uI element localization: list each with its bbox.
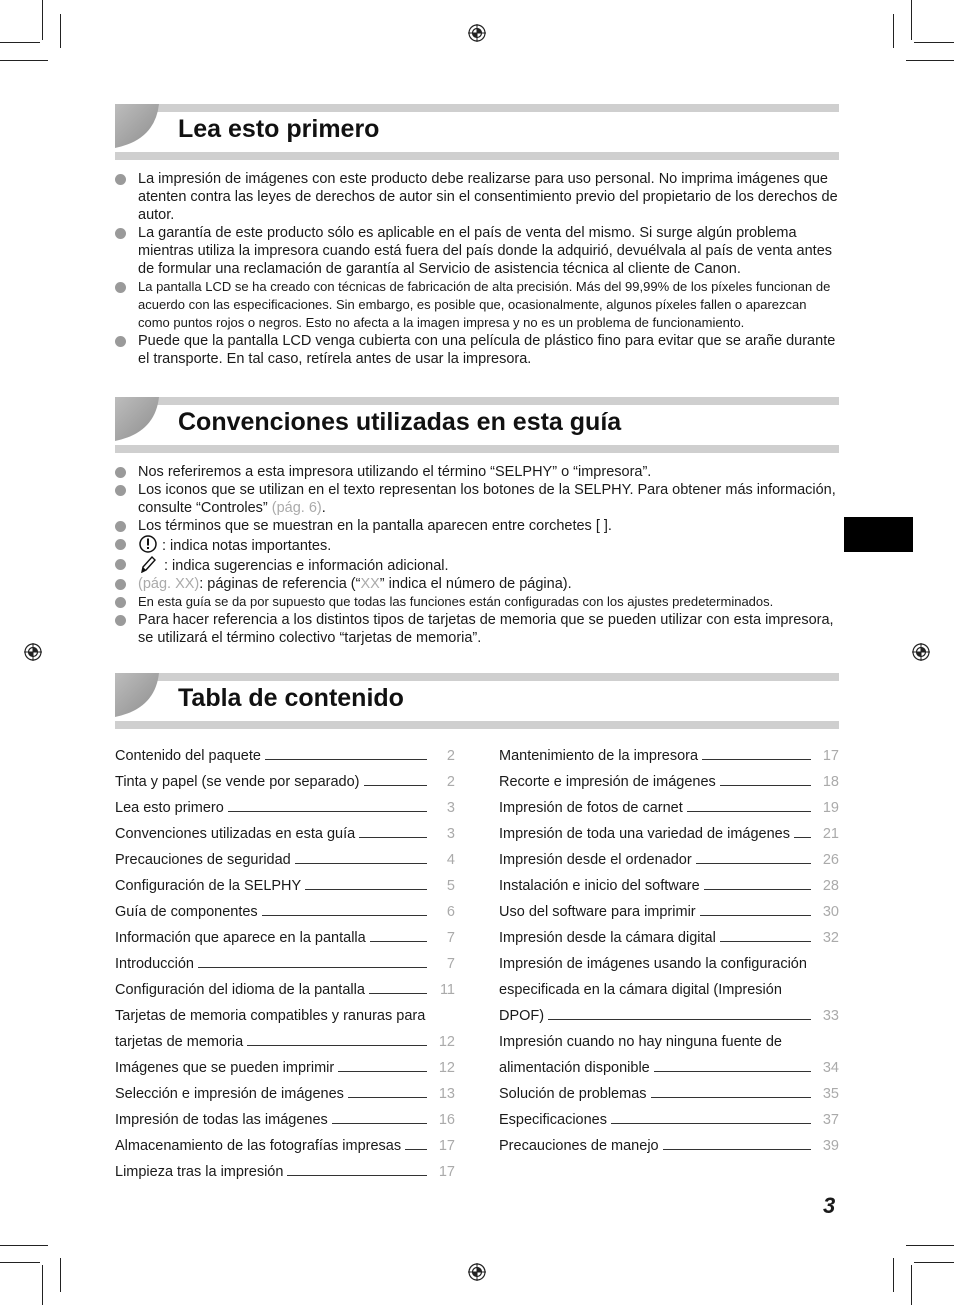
page-reference-link[interactable]: (pág. 6) bbox=[271, 500, 322, 516]
registration-mark-icon bbox=[468, 1263, 486, 1281]
registration-mark-icon bbox=[24, 643, 42, 661]
bullet-list bbox=[115, 463, 840, 647]
toc-entry[interactable]: Almacenamiento de las fotografías impresas 17 bbox=[115, 1138, 455, 1154]
list-item: Los iconos que se utilizan en el texto representan los botones de la SELPHY. Para obtener más información, consulte “Controles” (pág. 6). bbox=[115, 481, 840, 517]
crop-mark bbox=[60, 1258, 61, 1292]
crop-mark bbox=[914, 1262, 954, 1263]
list-item: La pantalla LCD se ha creado con técnicas de fabricación de alta precisión. Más del 99,99% de los píxeles funcionan de acuerdo con las especificaciones. Sin embargo, es posible que, ocasionalmente, algunos píxeles fallen o aparezcan como puntos rojos o negros. Esto no afecta a la imagen impresa y no es un problema de funcionamiento. bbox=[115, 278, 840, 332]
toc-entry[interactable]: Uso del software para imprimir 30 bbox=[499, 904, 839, 920]
toc-entry[interactable]: Impresión de fotos de carnet 19 bbox=[499, 800, 839, 816]
toc-entry[interactable]: Impresión de todas las imágenes 16 bbox=[115, 1112, 455, 1128]
bullet-list bbox=[115, 170, 840, 368]
toc-entry[interactable]: Mantenimiento de la impresora 17 bbox=[499, 748, 839, 764]
toc-entry-line[interactable]: Tarjetas de memoria compatibles y ranuras para bbox=[115, 1008, 426, 1024]
toc-entry[interactable]: Impresión desde la cámara digital 32 bbox=[499, 930, 839, 946]
toc-entry[interactable]: Introducción 7 bbox=[115, 956, 455, 972]
toc-entry[interactable]: alimentación disponible 34 bbox=[499, 1060, 839, 1076]
section-title: Tabla de contenido bbox=[178, 684, 404, 712]
toc-entry[interactable]: Tinta y papel (se vende por separado) 2 bbox=[115, 774, 455, 790]
list-item: Para hacer referencia a los distintos tipos de tarjetas de memoria que se pueden utilizar con esta impresora, se utilizará el término colectivo “tarjetas de memoria”. bbox=[115, 611, 840, 647]
toc-entry-line[interactable]: especificada en la cámara digital (Impresión bbox=[499, 982, 782, 998]
toc-entry[interactable]: Convenciones utilizadas en esta guía 3 bbox=[115, 826, 455, 842]
crop-mark bbox=[42, 1265, 43, 1305]
bullet-icon bbox=[115, 467, 126, 478]
pencil-icon bbox=[138, 555, 158, 573]
list-item: La impresión de imágenes con este producto debe realizarse para uso personal. No imprima imágenes que atenten contra las leyes de derechos de autor sin el consentimiento previo del propietario de los derechos de autor. bbox=[115, 170, 840, 224]
toc-entry[interactable]: Lea esto primero 3 bbox=[115, 800, 455, 816]
registration-mark-icon bbox=[912, 643, 930, 661]
caution-icon bbox=[138, 535, 158, 553]
bullet-icon bbox=[115, 597, 126, 608]
header-bar-bottom bbox=[115, 721, 839, 729]
toc-entry[interactable]: Selección e impresión de imágenes 13 bbox=[115, 1086, 455, 1102]
crop-mark bbox=[42, 0, 43, 40]
list-item: Nos referiremos a esta impresora utilizando el término “SELPHY” o “impresora”. bbox=[115, 463, 840, 481]
toc-entry[interactable]: Limpieza tras la impresión 17 bbox=[115, 1164, 455, 1180]
crop-mark bbox=[0, 1262, 40, 1263]
chapter-tab bbox=[844, 517, 913, 552]
crop-mark bbox=[914, 42, 954, 43]
toc-entry[interactable]: Configuración de la SELPHY 5 bbox=[115, 878, 455, 894]
section-leaf-icon bbox=[115, 397, 159, 443]
bullet-icon bbox=[115, 615, 126, 626]
header-bar-top bbox=[115, 104, 839, 112]
list-item: Puede que la pantalla LCD venga cubierta con una película de plástico fino para evitar que se arañe durante el transporte. En tal caso, retírela antes de usar la impresora. bbox=[115, 332, 840, 368]
section-header bbox=[115, 673, 839, 729]
crop-mark bbox=[0, 1245, 48, 1246]
section-title: Lea esto primero bbox=[178, 115, 380, 143]
list-item: (pág. XX): páginas de referencia (“XX” indica el número de página). bbox=[115, 575, 840, 593]
toc-entry[interactable]: Especificaciones 37 bbox=[499, 1112, 839, 1128]
bullet-icon bbox=[115, 174, 126, 185]
toc-entry-line[interactable]: Impresión cuando no hay ninguna fuente de bbox=[499, 1034, 782, 1050]
toc-entry[interactable]: Imágenes que se pueden imprimir 12 bbox=[115, 1060, 455, 1076]
crop-mark bbox=[906, 60, 954, 61]
crop-mark bbox=[906, 1245, 954, 1246]
bullet-icon bbox=[115, 579, 126, 590]
toc-entry[interactable]: tarjetas de memoria 12 bbox=[115, 1034, 455, 1050]
bullet-icon bbox=[115, 485, 126, 496]
toc-entry[interactable]: Precauciones de manejo 39 bbox=[499, 1138, 839, 1154]
toc-entry[interactable]: Solución de problemas 35 bbox=[499, 1086, 839, 1102]
toc-entry[interactable]: Información que aparece en la pantalla 7 bbox=[115, 930, 455, 946]
list-item: Los términos que se muestran en la pantalla aparecen entre corchetes [ ]. bbox=[115, 517, 840, 535]
bullet-icon bbox=[115, 539, 126, 550]
page-number: 3 bbox=[823, 1193, 836, 1218]
toc-entry[interactable]: Impresión de toda una variedad de imágenes 21 bbox=[499, 826, 839, 842]
section-leaf-icon bbox=[115, 104, 159, 150]
bullet-icon bbox=[115, 336, 126, 347]
toc-entry-line[interactable]: Impresión de imágenes usando la configuración bbox=[499, 956, 807, 972]
bullet-icon bbox=[115, 559, 126, 570]
page-reference-link[interactable]: (pág. XX) bbox=[138, 576, 200, 592]
crop-mark bbox=[60, 14, 61, 48]
list-item: La garantía de este producto sólo es aplicable en el país de venta del mismo. Si surge algún problema mientras utiliza la impresora cuando está fuera del país donde la adquirió, devuélvala al país de venta antes de formular una reclamación de garantía al Servicio de asistencia técnica al cliente de Canon. bbox=[115, 224, 840, 278]
list-item: : indica sugerencias e información adicional. bbox=[115, 555, 840, 575]
registration-mark-icon bbox=[468, 24, 486, 42]
list-item: : indica notas importantes. bbox=[115, 535, 840, 555]
toc-left-column bbox=[115, 738, 455, 1180]
toc-entry[interactable]: Guía de componentes 6 bbox=[115, 904, 455, 920]
toc-right-column bbox=[499, 738, 839, 1154]
header-bar-bottom bbox=[115, 445, 839, 453]
bullet-icon bbox=[115, 228, 126, 239]
toc-entry[interactable]: Instalación e inicio del software 28 bbox=[499, 878, 839, 894]
crop-mark bbox=[911, 0, 912, 40]
header-bar-top bbox=[115, 673, 839, 681]
toc-entry[interactable]: Recorte e impresión de imágenes 18 bbox=[499, 774, 839, 790]
crop-mark bbox=[893, 14, 894, 48]
section-title: Convenciones utilizadas en esta guía bbox=[178, 408, 622, 436]
list-item: En esta guía se da por supuesto que todas las funciones están configuradas con los ajustes predeterminados. bbox=[115, 593, 840, 611]
toc-entry[interactable]: DPOF) 33 bbox=[499, 1008, 839, 1024]
header-bar-top bbox=[115, 397, 839, 405]
toc-entry[interactable]: Configuración del idioma de la pantalla 11 bbox=[115, 982, 455, 998]
bullet-icon bbox=[115, 521, 126, 532]
crop-mark bbox=[911, 1265, 912, 1305]
toc-entry[interactable]: Precauciones de seguridad 4 bbox=[115, 852, 455, 868]
section-header bbox=[115, 397, 839, 453]
crop-mark bbox=[893, 1258, 894, 1292]
section-leaf-icon bbox=[115, 673, 159, 719]
toc-entry[interactable]: Contenido del paquete 2 bbox=[115, 748, 455, 764]
header-bar-bottom bbox=[115, 152, 839, 160]
crop-mark bbox=[0, 60, 48, 61]
section-header bbox=[115, 104, 839, 160]
bullet-icon bbox=[115, 282, 126, 293]
toc-entry[interactable]: Impresión desde el ordenador 26 bbox=[499, 852, 839, 868]
crop-mark bbox=[0, 42, 40, 43]
